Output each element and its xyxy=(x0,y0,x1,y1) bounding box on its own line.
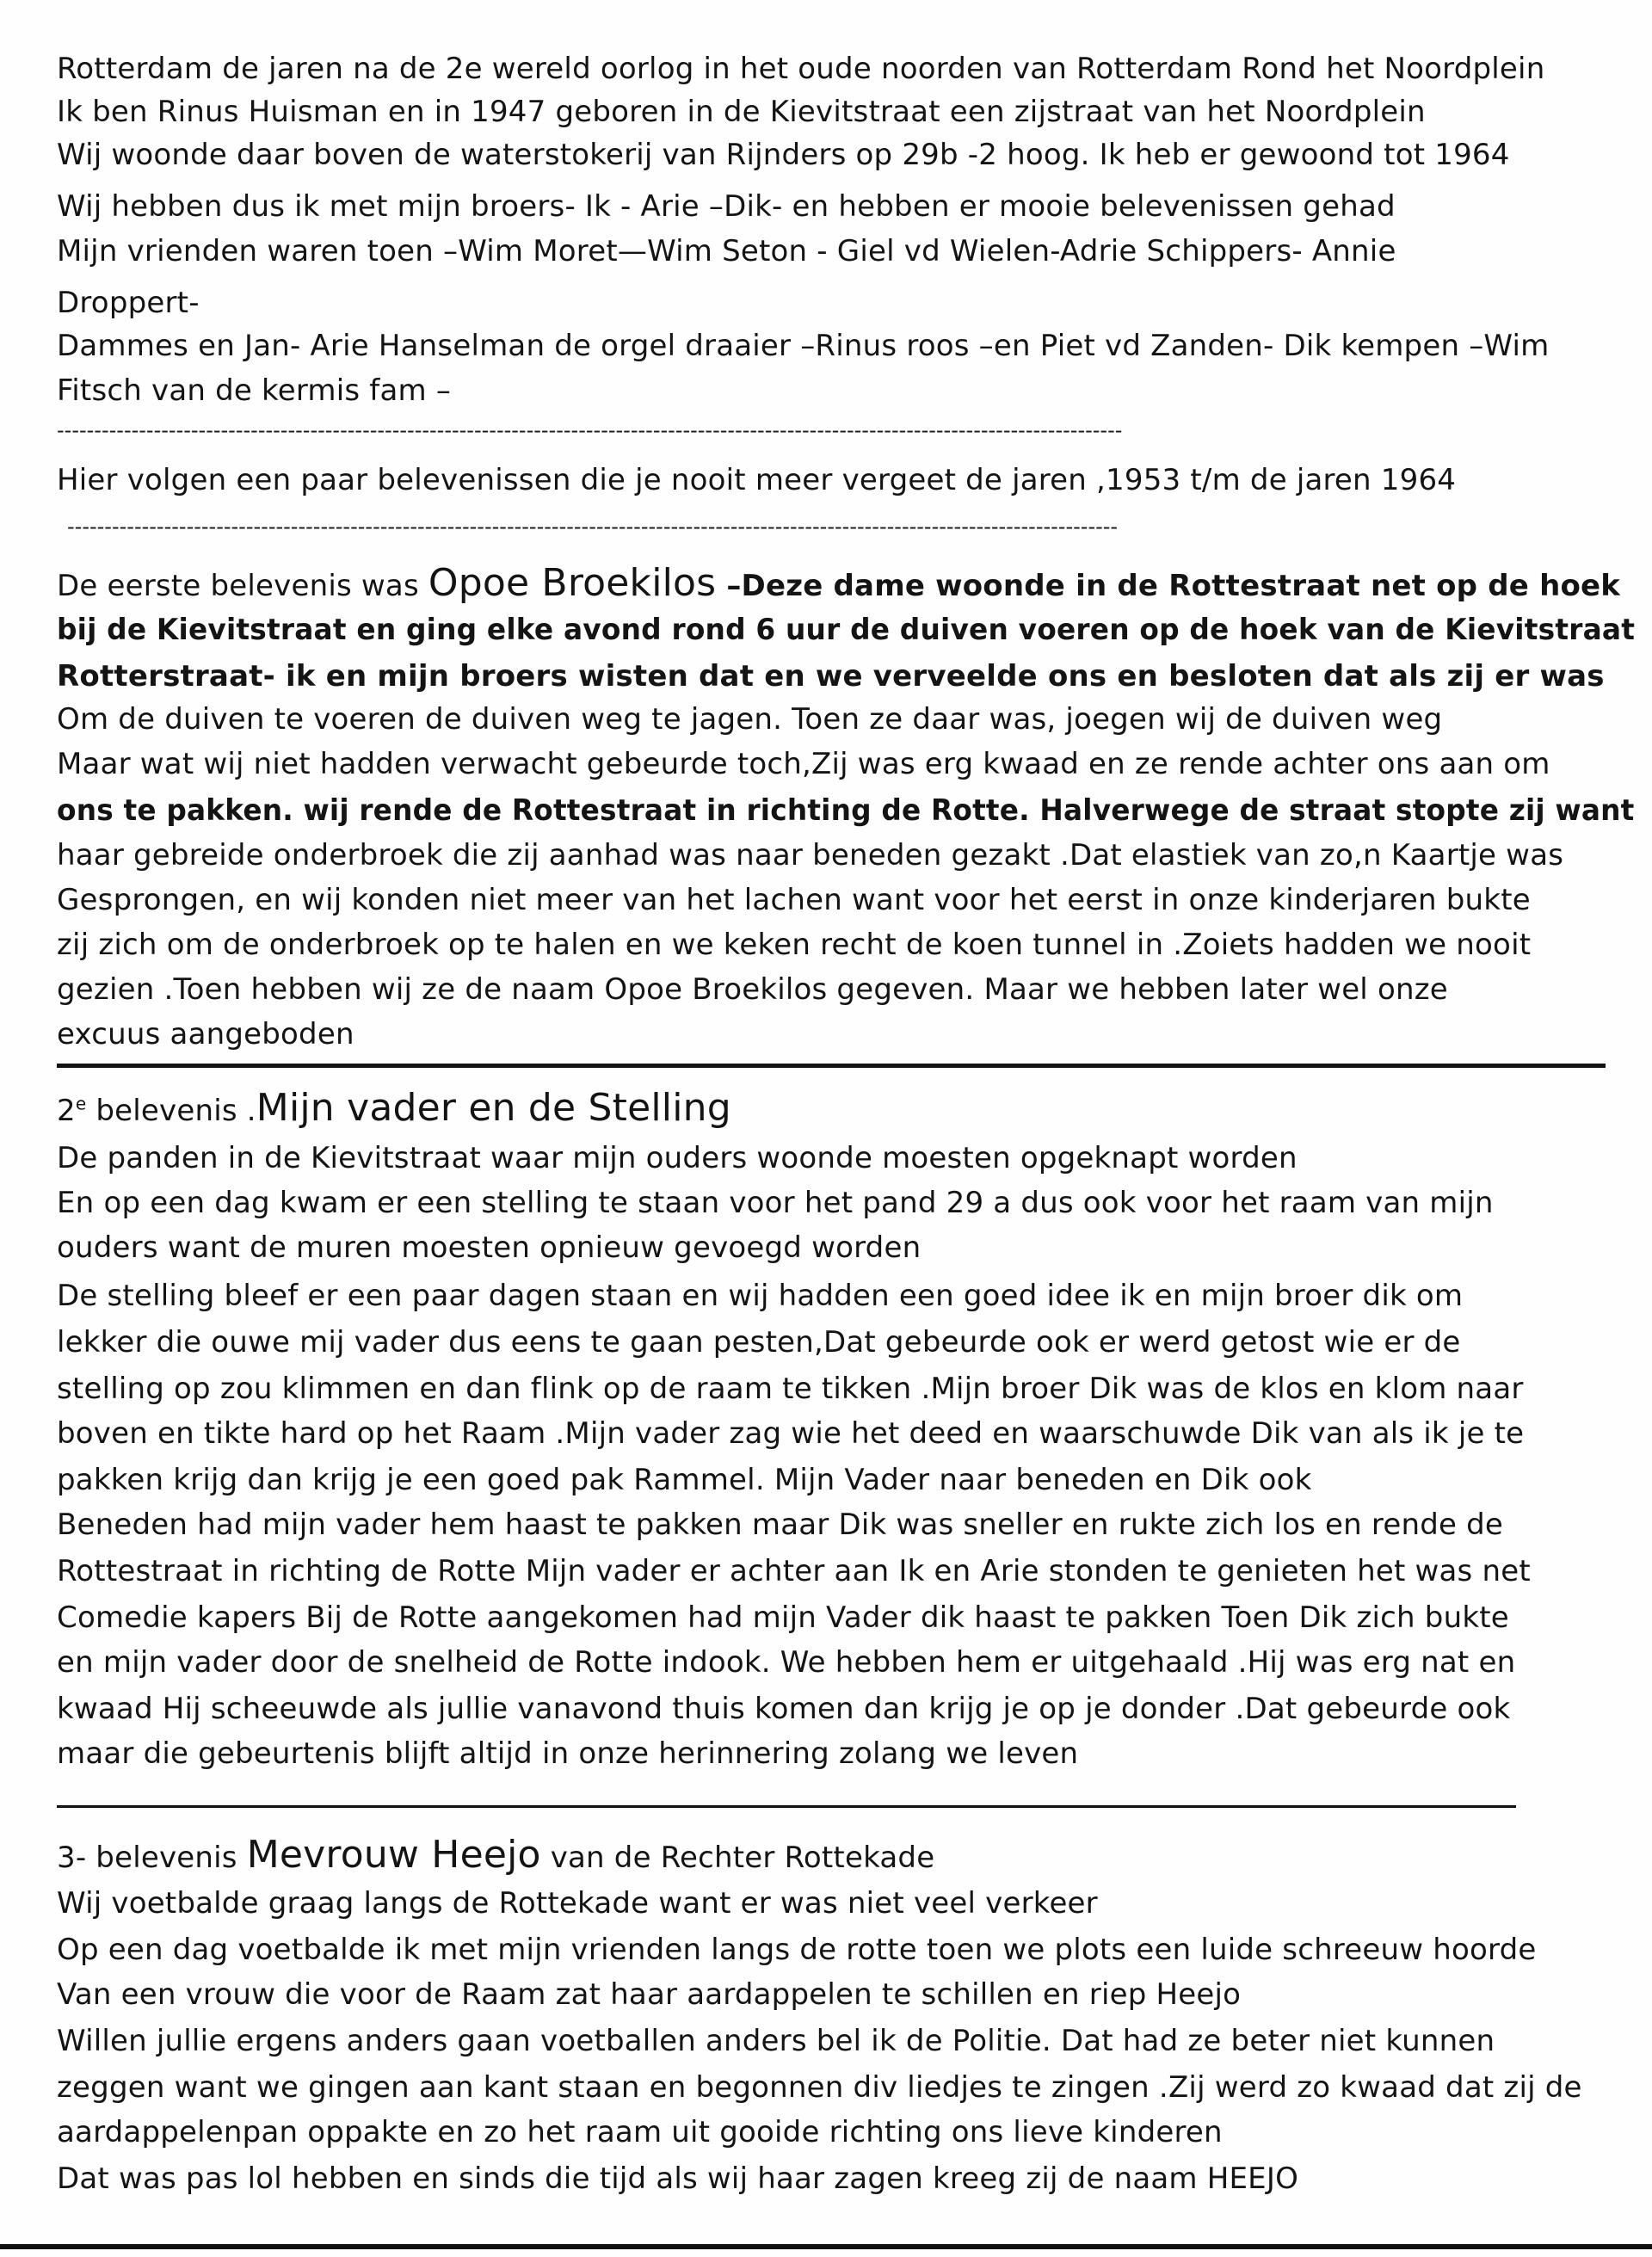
story-suffix: van de Rechter Rottekade xyxy=(540,1841,935,1875)
intro-line: Mijn vrienden waren toen –Wim Moret—Wim Seton - Giel vd Wielen-Adrie Schippers- Annie xyxy=(57,234,1396,268)
intro-line: Wij hebben dus ik met mijn broers- Ik - Arie –Dik- en hebben er mooie belevenissen gehad xyxy=(57,189,1396,224)
horizontal-rule xyxy=(57,1064,1606,1068)
story-first-line: –Deze dame woonde in de Rottestraat net op de hoek xyxy=(716,569,1621,603)
horizontal-rule xyxy=(57,1805,1516,1808)
story-line: stelling op zou klimmen en dan flink op de raam te tikken .Mijn broer Dik was de klos en klom naar xyxy=(57,1372,1524,1406)
story-heading-line xyxy=(57,1086,731,1130)
intro-line: Wij woonde daar boven de waterstokerij van Rijnders op 29b -2 hoog. Ik heb er gewoond tot 1964 xyxy=(57,138,1510,172)
dashed-divider: ----------------------------------------------------------------------------------------------------------------------------------------------- xyxy=(57,420,1123,441)
story-title: Mijn vader en de Stelling xyxy=(256,1086,731,1130)
story-line: Comedie kapers Bij de Rotte aangekomen had mijn Vader dik haast te pakken Toen Dik zich bukte xyxy=(57,1600,1509,1635)
intro-line: Droppert- xyxy=(57,286,200,320)
story-number: 2 xyxy=(57,1094,76,1128)
story-line: excuus aangeboden xyxy=(57,1017,354,1051)
story-line: zeggen want we gingen aan kant staan en begonnen div liedjes te zingen .Zij werd zo kwaad dat zij de xyxy=(57,2070,1582,2105)
story-line: ouders want de muren moesten opnieuw gevoegd worden xyxy=(57,1230,922,1265)
story-line: bij de Kievitstraat en ging elke avond rond 6 uur de duiven voeren op de hoek van de Kievitstraat xyxy=(57,613,1636,647)
story-line: pakken krijg dan krijg je een goed pak Rammel. Mijn Vader naar beneden en Dik ook xyxy=(57,1463,1312,1497)
story-line: Maar wat wij niet hadden verwacht gebeurde toch,Zij was erg kwaad en ze rende achter ons aan om xyxy=(57,747,1550,781)
story-line: ons te pakken. wij rende de Rottestraat in richting de Rotte. Halverwege de straat stopte zij want xyxy=(57,793,1635,828)
story-line: Rotterstraat- ik en mijn broers wisten dat en we verveelde ons en besloten dat als zij er was xyxy=(57,659,1605,694)
story-line: Van een vrouw die voor de Raam zat haar aardappelen te schillen en riep Heejo xyxy=(57,1977,1242,2012)
story-ordinal: e xyxy=(75,1093,87,1114)
story-heading-line xyxy=(57,1833,935,1877)
story-title: Opoe Broekilos xyxy=(428,561,717,605)
story-line: Beneden had mijn vader hem haast te pakken maar Dik was sneller en rukte zich los en rende de xyxy=(57,1508,1504,1542)
dashed-divider: --------------------------------------------------------------------------------------------------------------------------------------------- xyxy=(67,516,1119,537)
story-line: Rottestraat in richting de Rotte Mijn vader er achter aan Ik en Arie stonden te genieten het was net xyxy=(57,1554,1531,1588)
story-line: lekker die ouwe mij vader dus eens te gaan pesten,Dat gebeurde ook er werd getost wie er de xyxy=(57,1325,1461,1360)
intro-line: Dammes en Jan- Arie Hanselman de orgel draaier –Rinus roos –en Piet vd Zanden- Dik kempen –Wim xyxy=(57,329,1550,363)
story-line: aardappelenpan oppakte en zo het raam uit gooide richting ons lieve kinderen xyxy=(57,2115,1223,2149)
story-line: zij zich om de onderbroek op te halen en we keken recht de koen tunnel in .Zoiets hadden we nooit xyxy=(57,928,1532,962)
story-prefix: belevenis . xyxy=(86,1094,256,1128)
story-line: Op een dag voetbalde ik met mijn vrienden langs de rotte toen we plots een luide schreeuw hoorde xyxy=(57,1933,1537,1967)
story-line: en mijn vader door de snelheid de Rotte indook. We hebben hem er uitgehaald .Hij was erg nat en xyxy=(57,1645,1516,1680)
story-title: Mevrouw Heejo xyxy=(246,1833,541,1877)
intro-line: Rotterdam de jaren na de 2e wereld oorlog in het oude noorden van Rotterdam Rond het Noordplein xyxy=(57,52,1545,86)
story-heading-line xyxy=(57,561,1621,605)
story-line: haar gebreide onderbroek die zij aanhad was naar beneden gezakt .Dat elastiek van zo,n Kaartje was xyxy=(57,838,1564,873)
intro-subtitle: Hier volgen een paar belevenissen die je nooit meer vergeet de jaren ,1953 t/m de jaren 1964 xyxy=(57,463,1457,497)
story-line: boven en tikte hard op het Raam .Mijn vader zag wie het deed en waarschuwde Dik van als ik je te xyxy=(57,1416,1525,1451)
story-line: kwaad Hij scheeuwde als jullie vanavond thuis komen dan krijg je op je donder .Dat gebeurde ook xyxy=(57,1692,1511,1726)
story-line: maar die gebeurtenis blijft altijd in onze herinnering zolang we leven xyxy=(57,1736,1079,1771)
intro-line: Fitsch van de kermis fam – xyxy=(57,373,452,408)
story-line: De stelling bleef er een paar dagen staan en wij hadden een goed idee ik en mijn broer dik om xyxy=(57,1279,1464,1313)
story-line: Om de duiven te voeren de duiven weg te jagen. Toen ze daar was, joegen wij de duiven weg xyxy=(57,702,1443,737)
story-line: Gesprongen, en wij konden niet meer van het lachen want voor het eerst in onze kinderjaren bukte xyxy=(57,883,1531,917)
intro-line: Ik ben Rinus Huisman en in 1947 geboren in de Kievitstraat een zijstraat van het Noordplein xyxy=(57,95,1426,129)
story-line: Willen jullie ergens anders gaan voetballen anders bel ik de Politie. Dat had ze beter niet kunnen xyxy=(57,2024,1495,2058)
story-line: De panden in de Kievitstraat waar mijn ouders woonde moesten opgeknapt worden xyxy=(57,1141,1298,1175)
bottom-rule xyxy=(0,2244,1652,2249)
story-line: Dat was pas lol hebben en sinds die tijd als wij haar zagen kreeg zij de naam HEEJO xyxy=(57,2161,1299,2196)
story-prefix: 3- belevenis xyxy=(57,1841,247,1875)
story-line: Wij voetbalde graag langs de Rottekade want er was niet veel verkeer xyxy=(57,1886,1098,1921)
story-line: En op een dag kwam er een stelling te staan voor het pand 29 a dus ook voor het raam van mijn xyxy=(57,1186,1494,1220)
story-prefix: De eerste belevenis was xyxy=(57,569,428,603)
story-line: gezien .Toen hebben wij ze de naam Opoe Broekilos gegeven. Maar we hebben later wel onze xyxy=(57,972,1448,1007)
